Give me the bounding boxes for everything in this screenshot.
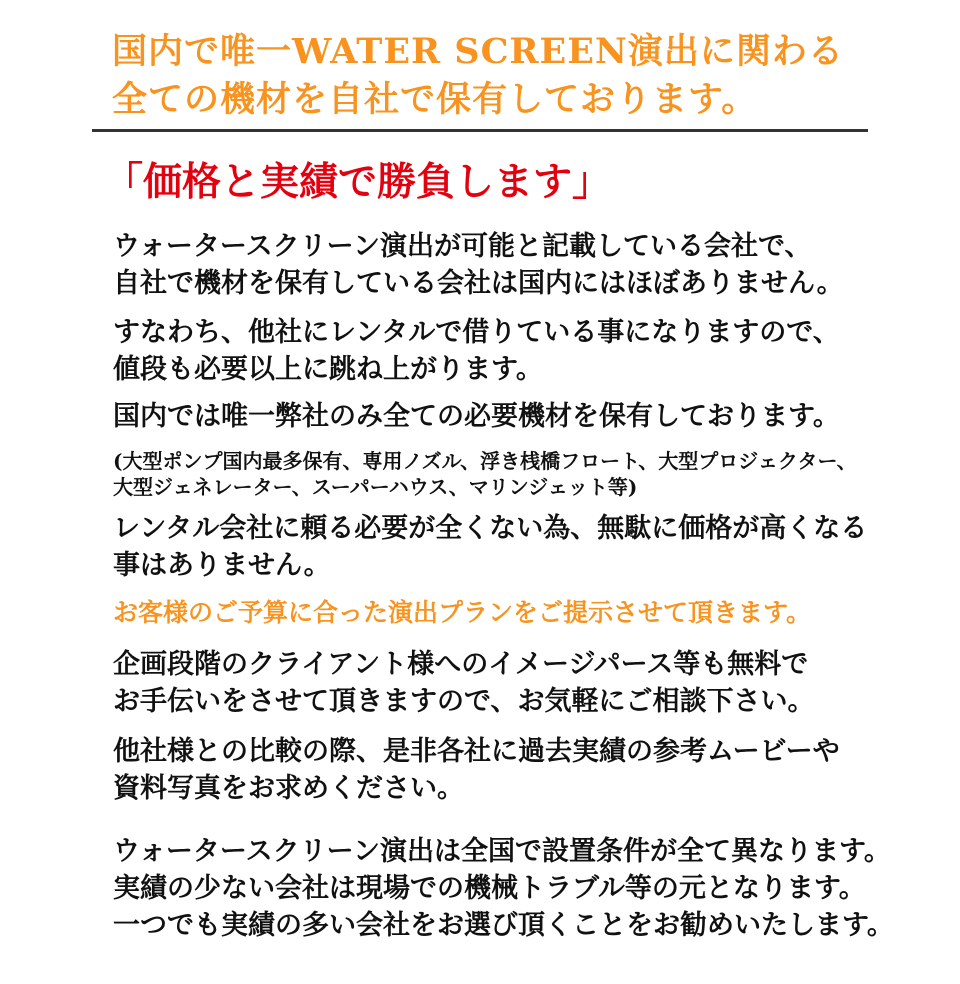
- paragraph-line: 大型ジェネレーター、スーパーハウス、マリンジェット等): [113, 475, 638, 499]
- paragraph-only-company: [113, 398, 913, 435]
- divider: [92, 129, 868, 132]
- paragraph-budget-plan: [113, 594, 913, 631]
- paragraph-line: お手伝いをさせて頂きますので、お気軽にご相談下さい。: [113, 686, 815, 717]
- paragraph-no-rental: [113, 510, 913, 584]
- paragraph-free-support: [113, 646, 913, 720]
- paragraph-experience: [113, 833, 913, 944]
- headline: [112, 28, 912, 124]
- paragraph-line: (大型ポンプ国内最多保有、専用ノズル、浮き桟橋フロート、大型プロジェクター、: [113, 449, 857, 473]
- paragraph-line: ウォータースクリーン演出は全国で設置条件が全て異なります。: [113, 836, 891, 867]
- paragraph-line: すなわち、他社にレンタルで借りている事になりますので、: [113, 317, 840, 348]
- paragraph-line: 実績の少ない会社は現場での機械トラブル等の元となります。: [113, 873, 866, 904]
- paragraph-line: 一つでも実績の多い会社をお選び頂くことをお勧めいたします。: [113, 910, 894, 941]
- paragraph-line: ウォータースクリーン演出が可能と記載している会社で、: [113, 231, 812, 262]
- paragraph-rental-cost: [113, 314, 913, 388]
- headline-line-2: 全ての機材を自社で保有しております。: [112, 79, 758, 120]
- headline-line-1: 国内で唯一WATER SCREEN演出に関わる: [112, 31, 844, 72]
- paragraph-line: 企画段階のクライアント様へのイメージパース等も無料で: [113, 649, 809, 680]
- paragraph-line: レンタル会社に頼る必要が全くない為、無駄に価格が高くなる: [113, 513, 868, 544]
- paragraph-equipment-list: [113, 448, 913, 500]
- paragraph-line: 自社で機材を保有している会社は国内にはほぼありません。: [113, 268, 844, 299]
- paragraph-own-equipment: [113, 228, 913, 302]
- paragraph-line: 値段も必要以上に跳ね上がります。: [113, 354, 543, 385]
- paragraph-line: 他社様との比較の際、是非各社に過去実績の参考ムービーや: [113, 736, 840, 767]
- paragraph-line: 事はありません。: [113, 550, 331, 581]
- paragraph-line: 資料写真をお求めください。: [113, 773, 464, 804]
- subheadline: 「価格と実績で勝負します」: [104, 159, 612, 205]
- paragraph-comparison: [113, 733, 913, 807]
- paragraph-line: 国内では唯一弊社のみ全ての必要機材を保有しております。: [113, 401, 840, 432]
- paragraph-line: お客様のご予算に合った演出プランをご提示させて頂きます。: [113, 598, 812, 627]
